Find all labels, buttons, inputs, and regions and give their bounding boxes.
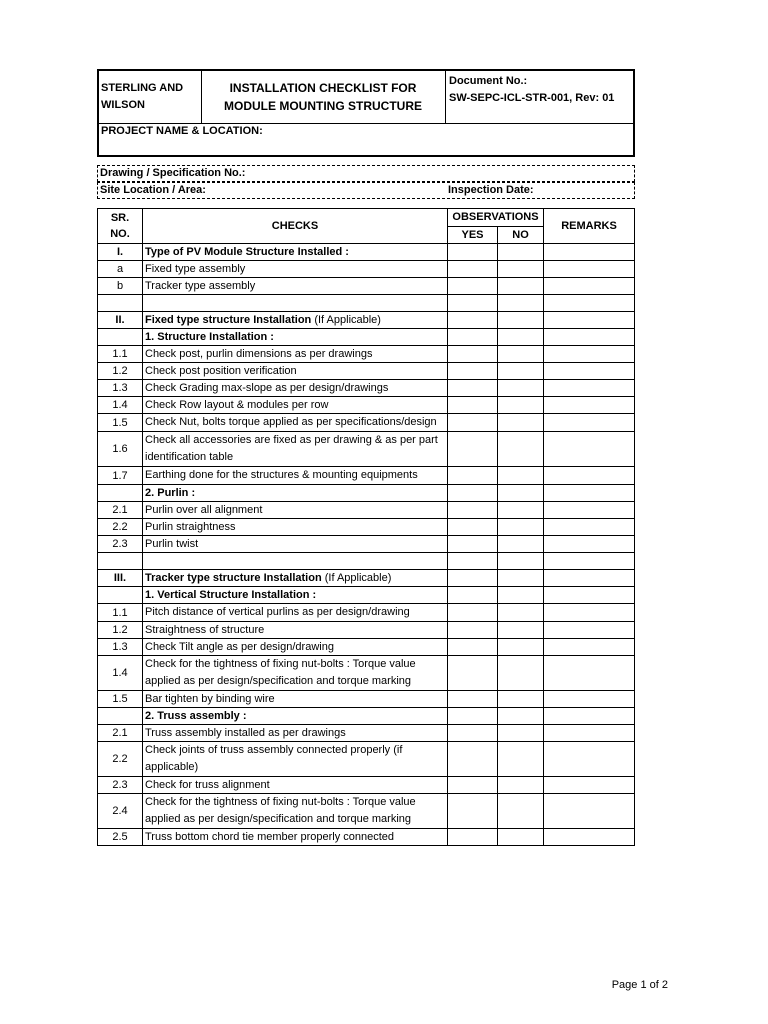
no-cell[interactable] bbox=[498, 295, 544, 312]
remarks-cell[interactable] bbox=[544, 656, 635, 691]
row-check-suffix: (If Applicable) bbox=[311, 314, 381, 326]
table-row bbox=[98, 467, 635, 485]
col-checks: CHECKS bbox=[143, 209, 448, 244]
row-check-text: Fixed type assembly bbox=[145, 263, 246, 275]
row-sr-no bbox=[98, 708, 143, 725]
row-sr-no: 1.5 bbox=[98, 414, 143, 432]
no-cell[interactable] bbox=[498, 829, 544, 846]
yes-cell[interactable] bbox=[448, 639, 498, 656]
no-cell[interactable] bbox=[498, 363, 544, 380]
remarks-cell[interactable] bbox=[544, 467, 635, 485]
row-check bbox=[143, 485, 448, 502]
col-sr-no: SR. NO. bbox=[98, 209, 143, 244]
document-title: INSTALLATION CHECKLIST FOR MODULE MOUNTING STRUCTURE bbox=[224, 81, 422, 113]
row-check-text: Check all accessories are fixed as per drawing & as per part identification table bbox=[145, 434, 438, 463]
row-sr-no: 2.2 bbox=[98, 742, 143, 777]
row-check-text: Check Nut, bolts torque applied as per specifications/design bbox=[145, 416, 437, 428]
row-sr-no: 2.5 bbox=[98, 829, 143, 846]
row-check bbox=[143, 312, 448, 329]
remarks-cell[interactable] bbox=[544, 278, 635, 295]
no-cell[interactable] bbox=[498, 777, 544, 794]
no-cell[interactable] bbox=[498, 536, 544, 553]
remarks-cell[interactable] bbox=[544, 777, 635, 794]
row-check-text: Check joints of truss assembly connected properly (if applicable) bbox=[145, 744, 403, 773]
table-row bbox=[98, 742, 635, 777]
row-sr-no: 1.5 bbox=[98, 691, 143, 708]
table-row bbox=[98, 312, 635, 329]
remarks-cell[interactable] bbox=[544, 380, 635, 397]
checklist-table bbox=[97, 208, 635, 846]
no-cell[interactable] bbox=[498, 553, 544, 570]
remarks-cell[interactable] bbox=[544, 536, 635, 553]
row-check bbox=[143, 691, 448, 708]
row-sr-no: II. bbox=[98, 312, 143, 329]
row-check bbox=[143, 502, 448, 519]
row-check-text: 1. Vertical Structure Installation : bbox=[145, 589, 317, 601]
row-sr-no bbox=[98, 329, 143, 346]
site-location-label: Site Location / Area: bbox=[100, 184, 206, 196]
table-row bbox=[98, 295, 635, 312]
row-check-text: Purlin over all alignment bbox=[145, 504, 263, 516]
row-check-text: Purlin straightness bbox=[145, 521, 236, 533]
yes-cell[interactable] bbox=[448, 329, 498, 346]
remarks-cell[interactable] bbox=[544, 622, 635, 639]
yes-cell[interactable] bbox=[448, 278, 498, 295]
row-check bbox=[143, 656, 448, 691]
row-check bbox=[143, 278, 448, 295]
table-row bbox=[98, 656, 635, 691]
row-check bbox=[143, 622, 448, 639]
remarks-cell[interactable] bbox=[544, 570, 635, 587]
row-check-text: Purlin twist bbox=[145, 538, 199, 550]
no-cell[interactable] bbox=[498, 278, 544, 295]
document-number: SW-SEPC-ICL-STR-001, Rev: 01 bbox=[449, 92, 615, 104]
remarks-cell[interactable] bbox=[544, 312, 635, 329]
row-sr-no bbox=[98, 295, 143, 312]
row-check bbox=[143, 708, 448, 725]
row-sr-no: 1.4 bbox=[98, 656, 143, 691]
remarks-cell[interactable] bbox=[544, 742, 635, 777]
no-cell[interactable] bbox=[498, 244, 544, 261]
table-row bbox=[98, 587, 635, 604]
row-sr-no: 1.2 bbox=[98, 363, 143, 380]
yes-cell[interactable] bbox=[448, 604, 498, 622]
table-row bbox=[98, 639, 635, 656]
yes-cell[interactable] bbox=[448, 244, 498, 261]
table-row bbox=[98, 829, 635, 846]
row-check-text: Earthing done for the structures & mounting equipments bbox=[145, 469, 418, 481]
yes-cell[interactable] bbox=[448, 261, 498, 278]
table-row bbox=[98, 485, 635, 502]
yes-cell[interactable] bbox=[448, 467, 498, 485]
row-check bbox=[143, 261, 448, 278]
row-check-text: Check for truss alignment bbox=[145, 779, 270, 791]
remarks-cell[interactable] bbox=[544, 485, 635, 502]
yes-cell[interactable] bbox=[448, 656, 498, 691]
row-check-text: Check post, purlin dimensions as per drawings bbox=[145, 348, 373, 360]
row-check bbox=[143, 244, 448, 261]
yes-cell[interactable] bbox=[448, 794, 498, 829]
remarks-cell[interactable] bbox=[544, 829, 635, 846]
row-check-text: Tracker type structure Installation bbox=[145, 572, 322, 584]
no-cell[interactable] bbox=[498, 691, 544, 708]
row-sr-no: 1.4 bbox=[98, 397, 143, 414]
row-sr-no: b bbox=[98, 278, 143, 295]
no-cell[interactable] bbox=[498, 708, 544, 725]
row-sr-no: 1.7 bbox=[98, 467, 143, 485]
document-number-block bbox=[449, 73, 614, 107]
project-name-label: PROJECT NAME & LOCATION: bbox=[101, 125, 263, 137]
no-cell[interactable] bbox=[498, 432, 544, 467]
yes-cell[interactable] bbox=[448, 742, 498, 777]
row-sr-no bbox=[98, 485, 143, 502]
drawing-spec-row bbox=[97, 165, 635, 182]
yes-cell[interactable] bbox=[448, 295, 498, 312]
row-check-text: Fixed type structure Installation bbox=[145, 314, 312, 326]
no-cell[interactable] bbox=[498, 622, 544, 639]
row-check bbox=[143, 587, 448, 604]
row-check-text: Check for the tightness of fixing nut-bolts : Torque value applied as per design/specification and torque marking bbox=[145, 658, 416, 687]
company-name: STERLING AND WILSON bbox=[101, 82, 184, 111]
row-check bbox=[143, 536, 448, 553]
row-check-text: Pitch distance of vertical purlins as per design/drawing bbox=[145, 606, 410, 618]
row-sr-no: 2.3 bbox=[98, 536, 143, 553]
row-check bbox=[143, 829, 448, 846]
no-cell[interactable] bbox=[498, 604, 544, 622]
row-sr-no: a bbox=[98, 261, 143, 278]
row-sr-no: 1.3 bbox=[98, 380, 143, 397]
yes-cell[interactable] bbox=[448, 829, 498, 846]
row-sr-no: 2.1 bbox=[98, 502, 143, 519]
row-check bbox=[143, 604, 448, 622]
yes-cell[interactable] bbox=[448, 570, 498, 587]
col-no: NO bbox=[498, 226, 544, 244]
site-location-row bbox=[97, 182, 635, 199]
no-cell[interactable] bbox=[498, 467, 544, 485]
table-row bbox=[98, 397, 635, 414]
remarks-cell[interactable] bbox=[544, 363, 635, 380]
no-cell[interactable] bbox=[498, 312, 544, 329]
table-row bbox=[98, 777, 635, 794]
table-row bbox=[98, 553, 635, 570]
row-check-text: 1. Structure Installation : bbox=[145, 331, 274, 343]
no-cell[interactable] bbox=[498, 414, 544, 432]
yes-cell[interactable] bbox=[448, 725, 498, 742]
row-check-text: Bar tighten by binding wire bbox=[145, 693, 275, 705]
yes-cell[interactable] bbox=[448, 708, 498, 725]
table-row bbox=[98, 278, 635, 295]
row-check-text: Check Row layout & modules per row bbox=[145, 399, 329, 411]
table-row bbox=[98, 708, 635, 725]
row-check bbox=[143, 553, 448, 570]
no-cell[interactable] bbox=[498, 725, 544, 742]
table-row bbox=[98, 794, 635, 829]
row-check bbox=[143, 329, 448, 346]
col-remarks: REMARKS bbox=[544, 209, 635, 244]
row-sr-no: 2.4 bbox=[98, 794, 143, 829]
remarks-cell[interactable] bbox=[544, 794, 635, 829]
yes-cell[interactable] bbox=[448, 553, 498, 570]
row-sr-no: 2.1 bbox=[98, 725, 143, 742]
row-sr-no bbox=[98, 553, 143, 570]
yes-cell[interactable] bbox=[448, 397, 498, 414]
remarks-cell[interactable] bbox=[544, 244, 635, 261]
yes-cell[interactable] bbox=[448, 691, 498, 708]
no-cell[interactable] bbox=[498, 794, 544, 829]
yes-cell[interactable] bbox=[448, 363, 498, 380]
row-check bbox=[143, 363, 448, 380]
row-sr-no: I. bbox=[98, 244, 143, 261]
remarks-cell[interactable] bbox=[544, 519, 635, 536]
row-check-text: Tracker type assembly bbox=[145, 280, 256, 292]
table-row bbox=[98, 329, 635, 346]
no-cell[interactable] bbox=[498, 485, 544, 502]
no-cell[interactable] bbox=[498, 656, 544, 691]
row-sr-no: 1.3 bbox=[98, 639, 143, 656]
table-row bbox=[98, 622, 635, 639]
no-cell[interactable] bbox=[498, 261, 544, 278]
remarks-cell[interactable] bbox=[544, 414, 635, 432]
inspection-date-label: Inspection Date: bbox=[448, 184, 534, 196]
row-check bbox=[143, 414, 448, 432]
drawing-spec-label: Drawing / Specification No.: bbox=[100, 167, 246, 179]
row-check bbox=[143, 432, 448, 467]
table-row bbox=[98, 570, 635, 587]
row-check bbox=[143, 397, 448, 414]
row-check-text: Check Tilt angle as per design/drawing bbox=[145, 641, 334, 653]
row-check-text: Straightness of structure bbox=[145, 624, 265, 636]
table-row bbox=[98, 244, 635, 261]
row-check bbox=[143, 794, 448, 829]
yes-cell[interactable] bbox=[448, 519, 498, 536]
remarks-cell[interactable] bbox=[544, 708, 635, 725]
row-check bbox=[143, 742, 448, 777]
table-row bbox=[98, 432, 635, 467]
table-row bbox=[98, 536, 635, 553]
table-row bbox=[98, 725, 635, 742]
yes-cell[interactable] bbox=[448, 777, 498, 794]
table-row bbox=[98, 346, 635, 363]
remarks-cell[interactable] bbox=[544, 397, 635, 414]
row-sr-no: 1.1 bbox=[98, 604, 143, 622]
remarks-cell[interactable] bbox=[544, 604, 635, 622]
row-check bbox=[143, 639, 448, 656]
row-sr-no: 2.2 bbox=[98, 519, 143, 536]
row-check-suffix: (If Applicable) bbox=[321, 572, 392, 584]
row-check-text: Check for the tightness of fixing nut-bolts : Torque value applied as per design/specification and torque marking bbox=[145, 796, 416, 825]
row-sr-no: 1.2 bbox=[98, 622, 143, 639]
remarks-cell[interactable] bbox=[544, 432, 635, 467]
no-cell[interactable] bbox=[498, 397, 544, 414]
remarks-cell[interactable] bbox=[544, 587, 635, 604]
table-row bbox=[98, 691, 635, 708]
no-cell[interactable] bbox=[498, 519, 544, 536]
remarks-cell[interactable] bbox=[544, 346, 635, 363]
table-row bbox=[98, 380, 635, 397]
row-check bbox=[143, 346, 448, 363]
document-header bbox=[97, 69, 635, 157]
row-sr-no: 1.6 bbox=[98, 432, 143, 467]
row-sr-no: 1.1 bbox=[98, 346, 143, 363]
no-cell[interactable] bbox=[498, 346, 544, 363]
yes-cell[interactable] bbox=[448, 414, 498, 432]
row-check bbox=[143, 519, 448, 536]
remarks-cell[interactable] bbox=[544, 725, 635, 742]
no-cell[interactable] bbox=[498, 587, 544, 604]
no-cell[interactable] bbox=[498, 639, 544, 656]
table-row bbox=[98, 519, 635, 536]
yes-cell[interactable] bbox=[448, 380, 498, 397]
yes-cell[interactable] bbox=[448, 622, 498, 639]
yes-cell[interactable] bbox=[448, 536, 498, 553]
row-check bbox=[143, 570, 448, 587]
remarks-cell[interactable] bbox=[544, 691, 635, 708]
table-row bbox=[98, 604, 635, 622]
remarks-cell[interactable] bbox=[544, 639, 635, 656]
remarks-cell[interactable] bbox=[544, 261, 635, 278]
row-check-text: Truss assembly installed as per drawings bbox=[145, 727, 346, 739]
no-cell[interactable] bbox=[498, 329, 544, 346]
yes-cell[interactable] bbox=[448, 485, 498, 502]
yes-cell[interactable] bbox=[448, 312, 498, 329]
row-check bbox=[143, 380, 448, 397]
row-check-text: 2. Purlin : bbox=[145, 487, 196, 499]
row-check-text: Check post position verification bbox=[145, 365, 297, 377]
yes-cell[interactable] bbox=[448, 432, 498, 467]
remarks-cell[interactable] bbox=[544, 295, 635, 312]
row-sr-no bbox=[98, 587, 143, 604]
col-yes: YES bbox=[448, 226, 498, 244]
row-check-text: Truss bottom chord tie member properly connected bbox=[145, 831, 395, 843]
row-check-text: Type of PV Module Structure Installed : bbox=[145, 246, 349, 258]
no-cell[interactable] bbox=[498, 380, 544, 397]
yes-cell[interactable] bbox=[448, 502, 498, 519]
row-check bbox=[143, 777, 448, 794]
yes-cell[interactable] bbox=[448, 346, 498, 363]
remarks-cell[interactable] bbox=[544, 502, 635, 519]
document-number-label: Document No.: bbox=[449, 75, 528, 87]
row-check bbox=[143, 467, 448, 485]
yes-cell[interactable] bbox=[448, 587, 498, 604]
row-check-text: 2. Truss assembly : bbox=[145, 710, 247, 722]
remarks-cell[interactable] bbox=[544, 329, 635, 346]
row-check bbox=[143, 725, 448, 742]
table-row bbox=[98, 414, 635, 432]
row-check bbox=[143, 295, 448, 312]
page-number: Page 1 of 2 bbox=[611, 979, 668, 991]
remarks-cell[interactable] bbox=[544, 553, 635, 570]
row-sr-no: 2.3 bbox=[98, 777, 143, 794]
no-cell[interactable] bbox=[498, 742, 544, 777]
table-row bbox=[98, 261, 635, 278]
no-cell[interactable] bbox=[498, 570, 544, 587]
table-row bbox=[98, 363, 635, 380]
table-row bbox=[98, 502, 635, 519]
row-check-text: Check Grading max-slope as per design/drawings bbox=[145, 382, 389, 394]
no-cell[interactable] bbox=[498, 502, 544, 519]
row-sr-no: III. bbox=[98, 570, 143, 587]
col-observations: OBSERVATIONS bbox=[448, 209, 544, 227]
